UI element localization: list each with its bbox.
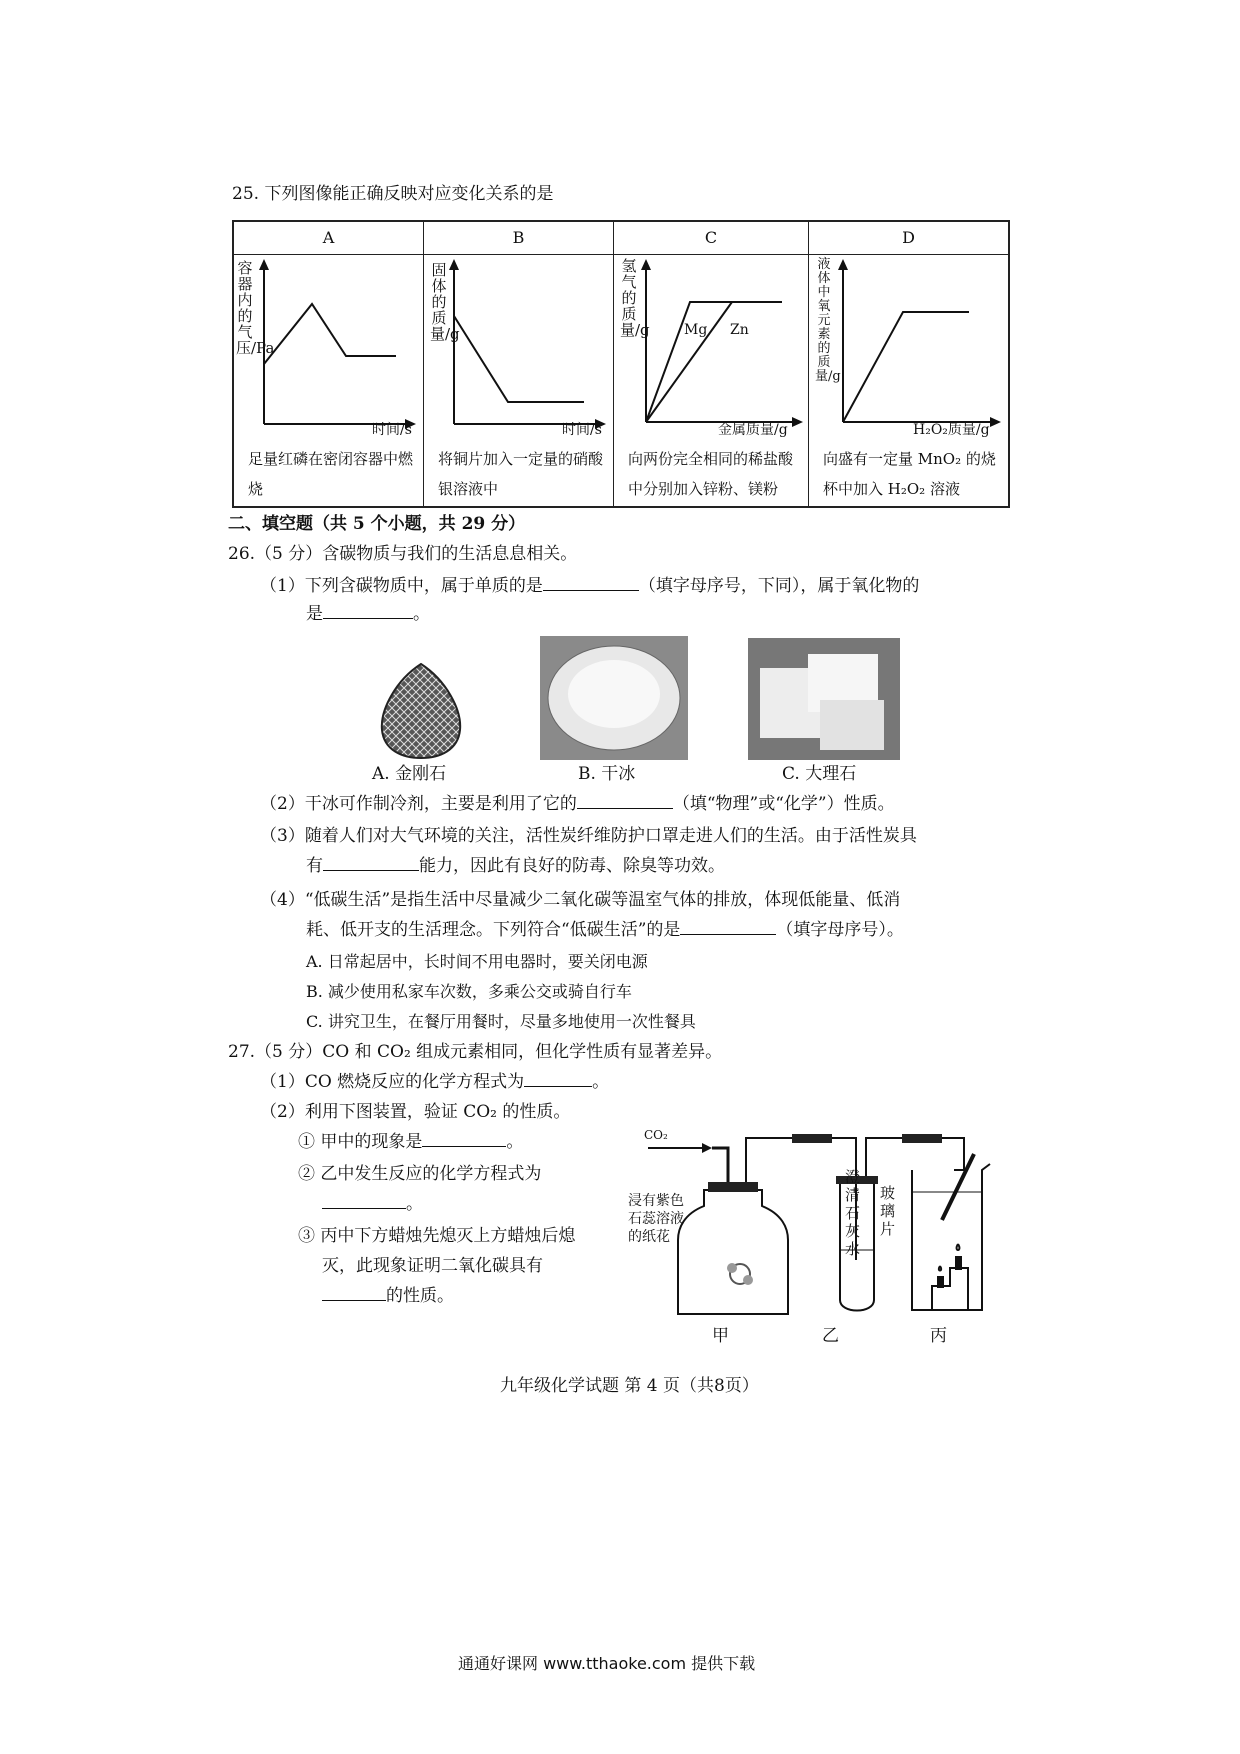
answer-blank[interactable] [422,1132,506,1147]
option-a-cell [234,222,424,506]
q26-part4-line1: （4）“低碳生活”是指生活中尽量减少二氧化碳等温室气体的排放，体现低能量、低消 [260,890,901,910]
option-d-graph [809,254,1008,444]
limewater-label: 澄清石灰水 [845,1168,861,1258]
q26-part4-line2 [306,920,904,941]
option-b-ylabel: 固体的质量/g [430,261,460,343]
q27-step2-line2 [322,1194,423,1215]
q26-part3-text: 有 [306,856,323,876]
answer-blank[interactable] [543,576,639,591]
q26-stem: 26.（5 分）含碳物质与我们的生活息息相关。 [228,544,578,564]
q27-step2: ② 乙中发生反应的化学方程式为 [298,1164,542,1184]
option-d-cell [809,222,1008,506]
q27-step3-line3 [322,1286,454,1307]
q26-part3-text-cont: 能力，因此有良好的防毒、除臭等功效。 [419,856,725,876]
answer-blank[interactable] [323,604,413,619]
apparatus-jia-label: 甲 [712,1326,729,1346]
q27-step2-end: 。 [406,1194,423,1214]
page-number: 九年级化学试题 第 4 页（共8页） [500,1376,759,1396]
q26-part1-line2-end: 。 [413,604,430,624]
q27-part1 [260,1072,609,1093]
option-a-label: A [234,222,423,255]
q27-step1-text: ① 甲中的现象是 [298,1132,423,1152]
option-d-xlabel: H₂O₂质量/g [913,422,990,438]
series-mg-label: Mg [684,322,708,338]
dry-ice-image [540,636,688,760]
answer-blank[interactable] [322,1194,406,1209]
litmus-flower-label: 浸有紫色石蕊溶液的纸花 [628,1193,684,1245]
marble-image [748,638,900,760]
apparatus-bing-label: 丙 [930,1326,947,1346]
option-b-label: B [424,222,613,255]
option-d-ylabel: 液体中氧元素的质量/g [815,257,841,384]
series-zn-label: Zn [730,322,749,338]
answer-blank[interactable] [322,1286,386,1301]
q26-part1-line2-text: 是 [306,604,323,624]
answer-blank[interactable] [577,794,673,809]
image-label-b: B. 干冰 [578,764,636,784]
q26-part1-line1 [260,576,919,597]
option-c-description: 向两份完全相同的稀盐酸中分别加入锌粉、镁粉 [628,450,794,498]
choice-b: B. 减少使用私家车次数，多乘公交或骑自行车 [306,982,632,1001]
q27-step1-end: 。 [506,1132,524,1152]
option-b-description: 将铜片加入一定量的硝酸银溶液中 [438,450,604,498]
answer-blank[interactable] [323,856,419,871]
q27-step3-line1: ③ 丙中下方蜡烛先熄灭上方蜡烛后熄 [298,1226,576,1246]
co2-inlet-label: CO₂ [644,1128,668,1142]
option-a-xlabel: 时间/s [372,422,412,438]
diamond-image [376,660,466,760]
image-label-a: A. 金刚石 [372,764,447,784]
option-a-ylabel: 容器内的气压/Pa [236,259,275,357]
glass-slide-label: 玻璃片 [880,1184,896,1238]
q27-step1 [298,1132,523,1153]
q26-part1-text: （1）下列含碳物质中，属于单质的是 [260,576,543,596]
q26-part2 [260,794,895,815]
image-label-c: C. 大理石 [782,764,857,784]
watermark: 通通好课网 www.tthaoke.com 提供下载 [458,1654,756,1673]
option-d-label: D [809,222,1008,255]
q27-stem: 27.（5 分）CO 和 CO₂ 组成元素相同，但化学性质有显著差异。 [228,1042,723,1062]
section-title: 二、填空题（共 5 个小题，共 29 分） [228,514,526,534]
option-b-graph [424,254,614,444]
option-d-description: 向盛有一定量 MnO₂ 的烧杯中加入 H₂O₂ 溶液 [823,450,996,498]
option-c-ylabel: 氢气的质量/g [620,257,650,339]
q25-title: 25. 下列图像能正确反映对应变化关系的是 [232,184,554,204]
q27-step3-line2: 灭，此现象证明二氧化碳具有 [322,1256,543,1276]
option-a-graph [234,254,424,444]
answer-blank[interactable] [680,920,776,935]
q27-part2: （2）利用下图装置，验证 CO₂ 的性质。 [260,1102,571,1122]
choice-c: C. 讲究卫生，在餐厅用餐时，尽量多地使用一次性餐具 [306,1012,696,1031]
option-c-cell [614,222,809,506]
q26-part3-line1: （3）随着人们对大气环境的关注，活性炭纤维防护口罩走进人们的生活。由于活性炭具 [260,826,917,846]
option-b-cell [424,222,614,506]
q26-part4-text-cont: （填字母序号）。 [776,920,904,940]
q26-part1-text-cont: （填字母序号，下同），属于氧化物的 [638,576,920,596]
q27-part1-end: 。 [592,1072,610,1092]
q26-part2-text-cont: （填“物理”或“化学”）性质。 [672,794,895,814]
q25-options-table [232,220,1010,508]
q26-part1-line2 [306,604,430,625]
q26-part3-line2 [306,856,725,877]
q27-step3-end: 的性质。 [386,1286,454,1306]
option-c-xlabel: 金属质量/g [718,422,788,438]
q26-part4-text: 耗、低开支的生活理念。下列符合“低碳生活”的是 [306,920,681,940]
apparatus-yi-label: 乙 [822,1326,839,1346]
option-c-label: C [614,222,808,255]
option-a-description: 足量红磷在密闭容器中燃烧 [248,450,414,498]
answer-blank[interactable] [524,1072,592,1087]
choice-a: A. 日常起居中，长时间不用电器时，要关闭电源 [306,952,648,971]
option-c-graph [614,254,809,444]
option-b-xlabel: 时间/s [562,422,602,438]
q27-part1-text: （1）CO 燃烧反应的化学方程式为 [260,1072,525,1092]
q26-part2-text: （2）干冰可作制冷剂，主要是利用了它的 [260,794,577,814]
